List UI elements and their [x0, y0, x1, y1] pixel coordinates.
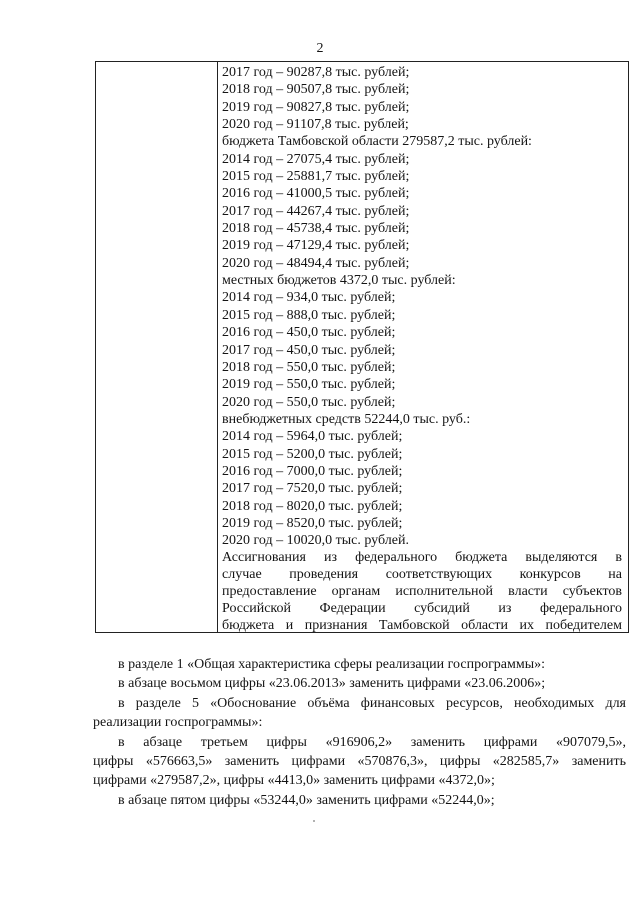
- funding-line: 2017 год – 450,0 тыс. рублей;: [222, 342, 396, 358]
- funding-line: 2016 год – 41000,5 тыс. рублей;: [222, 186, 410, 202]
- funding-line: 2019 год – 47129,4 тыс. рублей;: [222, 238, 410, 254]
- funding-line: 2015 год – 5200,0 тыс. рублей;: [222, 446, 403, 462]
- funding-line: 2020 год – 91107,8 тыс. рублей;: [222, 117, 409, 133]
- note-line: Ассигнования из федерального бюджета выделяются в: [222, 550, 622, 565]
- funding-line: 2016 год – 7000,0 тыс. рублей;: [222, 463, 403, 479]
- funding-line: 2015 год – 25881,7 тыс. рублей;: [222, 169, 410, 185]
- note-line: предоставление органам исполнительной власти субъектов: [222, 584, 622, 599]
- funding-line: 2019 год – 550,0 тыс. рублей;: [222, 377, 396, 393]
- paragraph-abzac-3-line-1: в абзаце третьем цифры «916906,2» заменить цифрами «907079,5»,: [118, 734, 626, 750]
- funding-line: бюджета Тамбовской области 279587,2 тыс. рублей:: [222, 134, 532, 150]
- note-line: бюджета и признания Тамбовской области их победителем: [222, 618, 622, 633]
- funding-line: 2018 год – 45738,4 тыс. рублей;: [222, 221, 410, 237]
- funding-line: 2018 год – 90507,8 тыс. рублей;: [222, 82, 410, 98]
- note-line: Российской Федерации субсидий из федерального: [222, 601, 622, 616]
- paragraph-abzac-8: в абзаце восьмом цифры «23.06.2013» заменить цифрами «23.06.2006»;: [118, 676, 546, 692]
- funding-line: 2014 год – 27075,4 тыс. рублей;: [222, 151, 410, 167]
- funding-line: 2020 год – 10020,0 тыс. рублей.: [222, 533, 409, 549]
- funding-line: внебюджетных средств 52244,0 тыс. руб.:: [222, 411, 471, 427]
- scan-speck: [313, 820, 315, 822]
- funding-cell: [222, 64, 622, 550]
- table-column-divider: [217, 61, 218, 633]
- funding-line: 2014 год – 934,0 тыс. рублей;: [222, 290, 396, 306]
- funding-line: 2017 год – 90287,8 тыс. рублей;: [222, 65, 410, 80]
- funding-line: 2018 год – 8020,0 тыс. рублей;: [222, 498, 403, 514]
- paragraph-abzac-5: в абзаце пятом цифры «53244,0» заменить цифрами «52244,0»;: [118, 792, 495, 808]
- funding-line: 2017 год – 7520,0 тыс. рублей;: [222, 481, 403, 497]
- paragraph-abzac-3-line-3: цифрами «279587,2», цифры «4413,0» заменить цифрами «4372,0»;: [93, 773, 495, 789]
- paragraph-section-5-line-1: в разделе 5 «Обоснование объёма финансовых ресурсов, необходимых для: [118, 695, 626, 711]
- funding-line: местных бюджетов 4372,0 тыс. рублей:: [222, 273, 456, 289]
- funding-line: 2015 год – 888,0 тыс. рублей;: [222, 307, 396, 323]
- funding-line: 2020 год – 550,0 тыс. рублей;: [222, 394, 396, 410]
- page-number: 2: [316, 41, 324, 56]
- paragraph-abzac-3-line-2: цифры «576663,5» заменить цифрами «570876,3», цифры «282585,7» заменить: [93, 754, 626, 770]
- funding-note: [222, 549, 622, 634]
- funding-line: 2016 год – 450,0 тыс. рублей;: [222, 325, 396, 341]
- paragraph-section-5-line-2: реализации госпрограммы»:: [93, 715, 263, 731]
- funding-line: 2019 год – 90827,8 тыс. рублей;: [222, 99, 410, 115]
- note-line: случае проведения соответствующих конкурсов на: [222, 567, 622, 582]
- funding-line: 2020 год – 48494,4 тыс. рублей;: [222, 255, 410, 271]
- amendments-text: [93, 655, 626, 810]
- paragraph-section-1: в разделе 1 «Общая характеристика сферы реализации госпрограммы»:: [118, 657, 546, 672]
- funding-line: 2018 год – 550,0 тыс. рублей;: [222, 359, 396, 375]
- funding-line: 2014 год – 5964,0 тыс. рублей;: [222, 429, 403, 445]
- funding-line: 2017 год – 44267,4 тыс. рублей;: [222, 203, 410, 219]
- funding-line: 2019 год – 8520,0 тыс. рублей;: [222, 515, 403, 531]
